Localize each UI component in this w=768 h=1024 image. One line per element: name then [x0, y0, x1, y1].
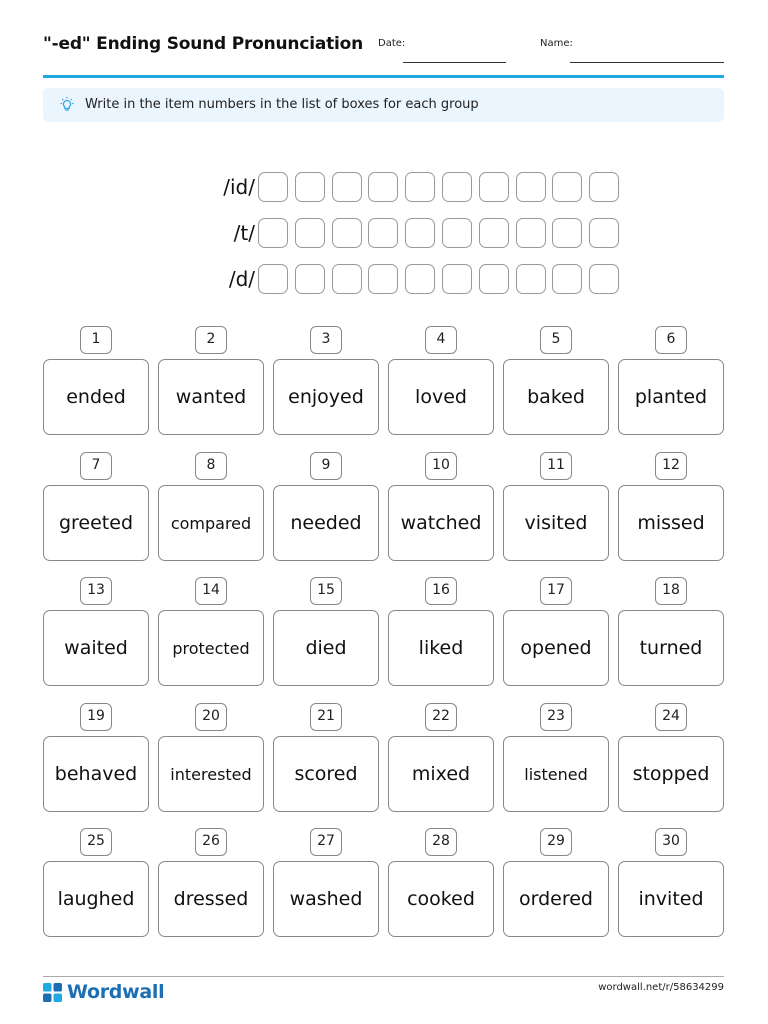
word-card: [388, 703, 494, 813]
item-number: 20: [195, 703, 227, 731]
item-number: 16: [425, 577, 457, 605]
group-label: /t/: [233, 221, 255, 245]
item-word: cooked: [388, 861, 494, 937]
answer-box[interactable]: [405, 218, 435, 248]
word-card: [503, 326, 609, 436]
item-number: 30: [655, 828, 687, 856]
answer-row: [0, 264, 768, 298]
item-word: needed: [273, 485, 379, 561]
item-number: 10: [425, 452, 457, 480]
item-word: invited: [618, 861, 724, 937]
answer-box[interactable]: [295, 172, 325, 202]
answer-box[interactable]: [368, 218, 398, 248]
item-number: 25: [80, 828, 112, 856]
item-number: 6: [655, 326, 687, 354]
item-number: 17: [540, 577, 572, 605]
item-number: 3: [310, 326, 342, 354]
word-card: [273, 326, 379, 436]
item-word: scored: [273, 736, 379, 812]
date-label: Date:: [378, 38, 406, 49]
word-card: [43, 828, 149, 938]
name-label: Name:: [540, 38, 573, 49]
answer-box[interactable]: [442, 264, 472, 294]
header-divider: [43, 75, 724, 78]
word-card: [388, 577, 494, 687]
answer-box[interactable]: [258, 264, 288, 294]
item-word: turned: [618, 610, 724, 686]
lightbulb-icon: [58, 96, 76, 114]
item-word: loved: [388, 359, 494, 435]
item-word: missed: [618, 485, 724, 561]
item-word: liked: [388, 610, 494, 686]
answer-box[interactable]: [258, 218, 288, 248]
word-card: [158, 828, 264, 938]
item-word: waited: [43, 610, 149, 686]
word-card: [618, 828, 724, 938]
word-card: [388, 828, 494, 938]
item-number: 13: [80, 577, 112, 605]
answer-box[interactable]: [368, 264, 398, 294]
answer-box[interactable]: [589, 264, 619, 294]
item-word: interested: [158, 736, 264, 812]
worksheet-title: "-ed" Ending Sound Pronunciation: [43, 34, 364, 54]
item-number: 24: [655, 703, 687, 731]
answer-box[interactable]: [589, 218, 619, 248]
item-number: 19: [80, 703, 112, 731]
answer-box[interactable]: [332, 264, 362, 294]
item-number: 8: [195, 452, 227, 480]
word-card: [273, 452, 379, 562]
word-card: [158, 703, 264, 813]
word-card: [158, 326, 264, 436]
item-word: dressed: [158, 861, 264, 937]
answer-box[interactable]: [442, 172, 472, 202]
word-card: [273, 703, 379, 813]
item-word: ordered: [503, 861, 609, 937]
answer-box[interactable]: [442, 218, 472, 248]
group-label: /d/: [228, 267, 255, 291]
word-card: [618, 326, 724, 436]
item-number: 9: [310, 452, 342, 480]
answer-box[interactable]: [552, 218, 582, 248]
word-card: [388, 452, 494, 562]
item-word: listened: [503, 736, 609, 812]
item-word: died: [273, 610, 379, 686]
brand-name: Wordwall: [67, 981, 165, 1003]
word-card: [158, 452, 264, 562]
item-number: 1: [80, 326, 112, 354]
item-number: 2: [195, 326, 227, 354]
word-card: [503, 828, 609, 938]
item-number: 21: [310, 703, 342, 731]
item-word: stopped: [618, 736, 724, 812]
word-card: [273, 577, 379, 687]
name-field[interactable]: [570, 62, 724, 63]
activity-url[interactable]: wordwall.net/r/58634299: [598, 982, 724, 993]
item-number: 29: [540, 828, 572, 856]
item-word: planted: [618, 359, 724, 435]
item-number: 23: [540, 703, 572, 731]
word-card: [618, 452, 724, 562]
word-card: [43, 452, 149, 562]
answer-box[interactable]: [368, 172, 398, 202]
answer-box[interactable]: [479, 172, 509, 202]
answer-box[interactable]: [332, 218, 362, 248]
answer-box[interactable]: [258, 172, 288, 202]
item-number: 4: [425, 326, 457, 354]
answer-box[interactable]: [589, 172, 619, 202]
answer-box[interactable]: [479, 264, 509, 294]
answer-box[interactable]: [405, 172, 435, 202]
item-word: compared: [158, 485, 264, 561]
answer-box[interactable]: [479, 218, 509, 248]
answer-box[interactable]: [516, 172, 546, 202]
answer-box[interactable]: [405, 264, 435, 294]
word-card: [273, 828, 379, 938]
instruction-text: Write in the item numbers in the list of boxes for each group: [85, 97, 479, 112]
item-word: washed: [273, 861, 379, 937]
answer-box[interactable]: [552, 264, 582, 294]
wordwall-logo-icon: [43, 983, 62, 1002]
word-card: [388, 326, 494, 436]
item-word: behaved: [43, 736, 149, 812]
word-card: [618, 703, 724, 813]
item-word: enjoyed: [273, 359, 379, 435]
word-card: [618, 577, 724, 687]
item-word: mixed: [388, 736, 494, 812]
answer-row: [0, 172, 768, 206]
word-card: [503, 452, 609, 562]
item-number: 18: [655, 577, 687, 605]
item-word: visited: [503, 485, 609, 561]
answer-box[interactable]: [516, 218, 546, 248]
word-card: [43, 577, 149, 687]
item-word: baked: [503, 359, 609, 435]
item-number: 11: [540, 452, 572, 480]
answer-box[interactable]: [552, 172, 582, 202]
instruction-banner: [43, 88, 724, 122]
footer-divider: [43, 976, 724, 977]
item-number: 7: [80, 452, 112, 480]
word-card: [503, 703, 609, 813]
item-number: 12: [655, 452, 687, 480]
answer-box[interactable]: [332, 172, 362, 202]
item-word: opened: [503, 610, 609, 686]
answer-box[interactable]: [295, 264, 325, 294]
item-number: 14: [195, 577, 227, 605]
item-number: 27: [310, 828, 342, 856]
item-number: 5: [540, 326, 572, 354]
item-number: 15: [310, 577, 342, 605]
item-number: 26: [195, 828, 227, 856]
word-card: [43, 326, 149, 436]
date-field[interactable]: [403, 62, 506, 63]
answer-box[interactable]: [295, 218, 325, 248]
answer-row: [0, 218, 768, 252]
answer-box[interactable]: [516, 264, 546, 294]
item-word: protected: [158, 610, 264, 686]
item-number: 28: [425, 828, 457, 856]
item-word: wanted: [158, 359, 264, 435]
group-label: /id/: [223, 175, 255, 199]
word-card: [158, 577, 264, 687]
word-card: [43, 703, 149, 813]
item-number: 22: [425, 703, 457, 731]
item-word: greeted: [43, 485, 149, 561]
item-word: ended: [43, 359, 149, 435]
item-word: laughed: [43, 861, 149, 937]
word-card: [503, 577, 609, 687]
item-word: watched: [388, 485, 494, 561]
